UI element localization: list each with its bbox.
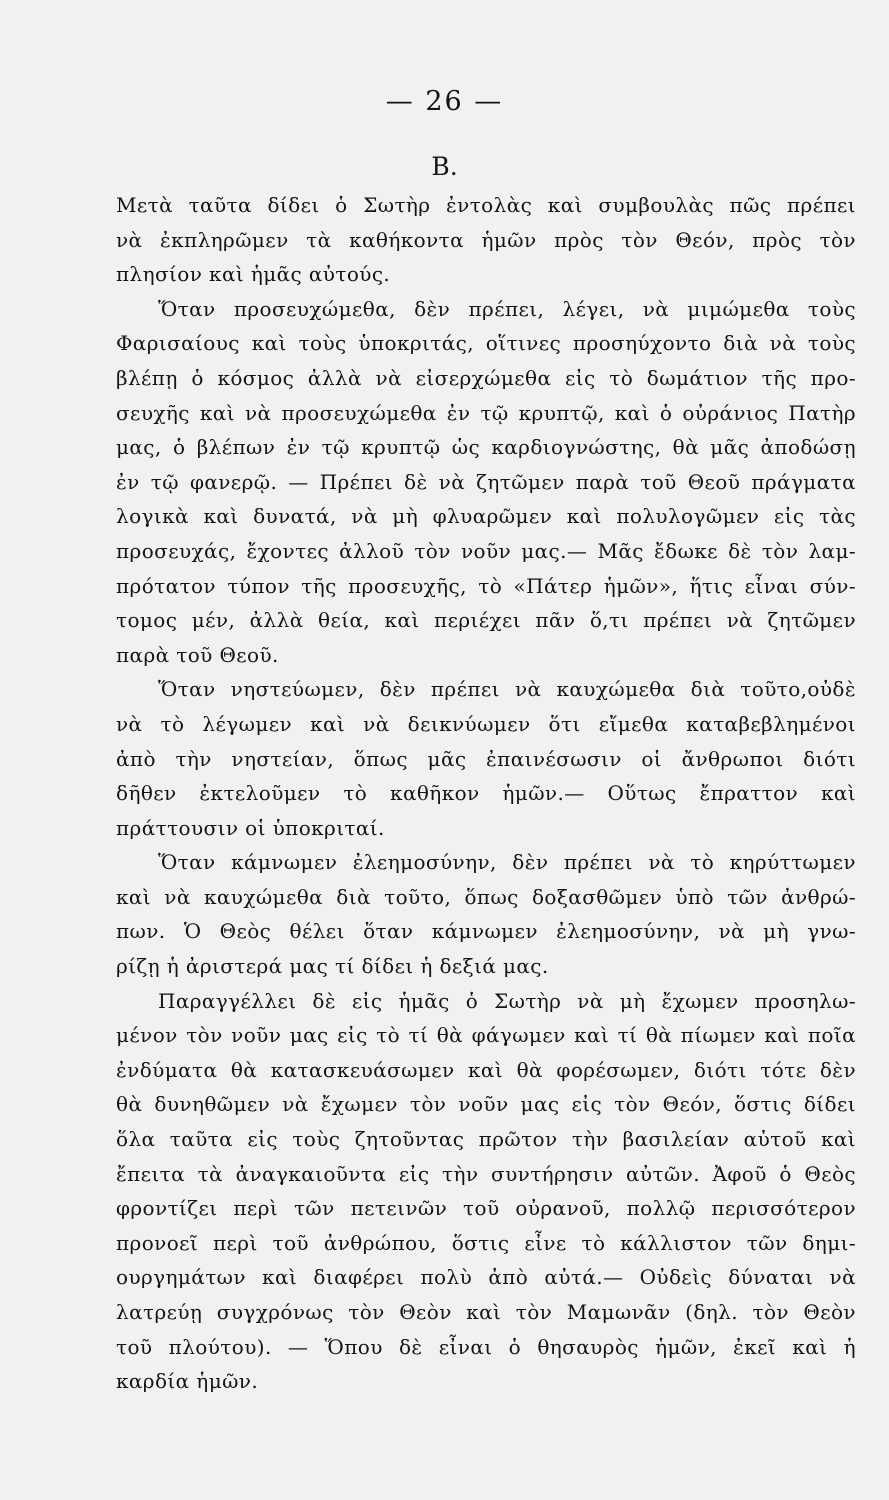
text-line: προνοεῖ περὶ τοῦ ἀνθρώπου, ὅστις εἶνε τὸ κάλλιστον τῶν δημι-: [116, 1230, 856, 1255]
text-line: ἐνδύματα θὰ κατασκευάσωμεν καὶ θὰ φορέσωμεν, διότι τότε δὲν: [116, 1057, 856, 1082]
text-line: δῆθεν ἐκτελοῦμεν τὸ καθῆκον ἡμῶν.— Οὕτως ἔπραττον καὶ: [116, 781, 856, 806]
text-line: φροντίζει περὶ τῶν πετεινῶν τοῦ οὐρανοῦ, πολλῷ περισσότερον: [116, 1196, 856, 1221]
text-line: παρὰ τοῦ Θεοῦ.: [116, 642, 279, 667]
section-heading: Β.: [431, 152, 458, 181]
text-line: τοῦ πλούτου). — Ὅπου δὲ εἶναι ὁ θησαυρὸς ἡμῶν, ἐκεῖ καὶ ἡ: [116, 1334, 856, 1359]
text-line: Παραγγέλλει δὲ εἰς ἡμᾶς ὁ Σωτὴρ νὰ μὴ ἔχωμεν προσηλω-: [158, 988, 856, 1013]
text-line: θὰ δυνηθῶμεν νὰ ἔχωμεν τὸν νοῦν μας εἰς τὸν Θεόν, ὅστις δίδει: [116, 1092, 856, 1117]
text-line: Μετὰ ταῦτα δίδει ὁ Σωτὴρ ἐντολὰς καὶ συμβουλὰς πῶς πρέπει: [116, 193, 856, 217]
text-line: πων. Ὁ Θεὸς θέλει ὅταν κάμνωμεν ἐλεημοσύνην, νὰ μὴ γνω-: [116, 919, 856, 944]
text-line: καρδία ἡμῶν.: [116, 1369, 259, 1394]
text-line: βλέπῃ ὁ κόσμος ἀλλὰ νὰ εἰσερχώμεθα εἰς τὸ δωμάτιον τῆς προ-: [116, 365, 856, 390]
text-line: νὰ ἐκπληρῶμεν τὰ καθήκοντα ἡμῶν πρὸς τὸν Θεόν, πρὸς τὸν: [116, 227, 856, 252]
text-line: νὰ τὸ λέγωμεν καὶ νὰ δεικνύωμεν ὅτι εἴμεθα καταβεβλημένοι: [116, 711, 856, 736]
text-line: ὅλα ταῦτα εἰς τοὺς ζητοῦντας πρῶτον τὴν βασιλείαν αὐτοῦ καὶ: [116, 1127, 856, 1152]
text-line: λατρεύῃ συγχρόνως τὸν Θεὸν καὶ τὸν Μαμωνᾶν (δηλ. τὸν Θεὸν: [116, 1300, 856, 1324]
text-line: ουργημάτων καὶ διαφέρει πολὺ ἀπὸ αὐτά.— Οὐδεὶς δύναται νὰ: [116, 1265, 856, 1290]
text-line: Ὅταν νηστεύωμεν, δὲν πρέπει νὰ καυχώμεθα διὰ τοῦτο,οὐδὲ: [158, 677, 856, 702]
text-line: Ὅταν κάμνωμεν ἐλεημοσύνην, δὲν πρέπει νὰ τὸ κηρύττωμεν: [158, 850, 856, 875]
text-line: Ὅταν προσευχώμεθα, δὲν πρέπει, λέγει, νὰ μιμώμεθα τοὺς: [158, 296, 856, 321]
text-line: ρίζῃ ἡ ἀριστερά μας τί δίδει ἡ δεξιά μας.: [116, 954, 549, 979]
text-line: μένον τὸν νοῦν μας εἰς τὸ τί θὰ φάγωμεν καὶ τί θὰ πίωμεν καὶ ποῖα: [116, 1023, 856, 1048]
text-line: σευχῆς καὶ νὰ προσευχώμεθα ἐν τῷ κρυπτῷ, καὶ ὁ οὐράνιος Πατὴρ: [116, 400, 856, 425]
text-line: καὶ νὰ καυχώμεθα διὰ τοῦτο, ὅπως δοξασθῶμεν ὑπὸ τῶν ἀνθρώ-: [116, 884, 856, 909]
page-number: — 26 —: [385, 86, 504, 117]
text-line: προσευχάς, ἔχοντες ἀλλοῦ τὸν νοῦν μας.— Μᾶς ἔδωκε δὲ τὸν λαμ-: [116, 538, 856, 563]
text-line: ἐν τῷ φανερῷ. — Πρέπει δὲ νὰ ζητῶμεν παρὰ τοῦ Θεοῦ πράγματα: [116, 469, 856, 494]
text-line: ἔπειτα τὰ ἀναγκαιοῦντα εἰς τὴν συντήρησιν αὐτῶν. Ἀφοῦ ὁ Θεὸς: [116, 1161, 856, 1186]
text-line: πράττουσιν οἱ ὑποκριταί.: [116, 815, 385, 840]
text-line: λογικὰ καὶ δυνατά, νὰ μὴ φλυαρῶμεν καὶ πολυλογῶμεν εἰς τὰς: [116, 504, 856, 529]
text-line: πρότατον τύπον τῆς προσευχῆς, τὸ «Πάτερ ἡμῶν», ἥτις εἶναι σύν-: [116, 573, 856, 598]
text-line: πλησίον καὶ ἡμᾶς αὐτούς.: [116, 262, 391, 287]
body-text: [116, 188, 856, 1399]
text-line: Φαρισαίους καὶ τοὺς ὑποκριτάς, οἵτινες προσηύχοντο διὰ νὰ τοὺς: [116, 331, 856, 356]
text-line: μας, ὁ βλέπων ἐν τῷ κρυπτῷ ὡς καρδιογνώστης, θὰ μᾶς ἀποδώσῃ: [116, 435, 856, 460]
text-line: ἀπὸ τὴν νηστείαν, ὅπως μᾶς ἐπαινέσωσιν οἱ ἄνθρωποι διότι: [116, 746, 856, 771]
text-line: τομος μέν, ἀλλὰ θεία, καὶ περιέχει πᾶν ὅ,τι πρέπει νὰ ζητῶμεν: [116, 608, 856, 633]
